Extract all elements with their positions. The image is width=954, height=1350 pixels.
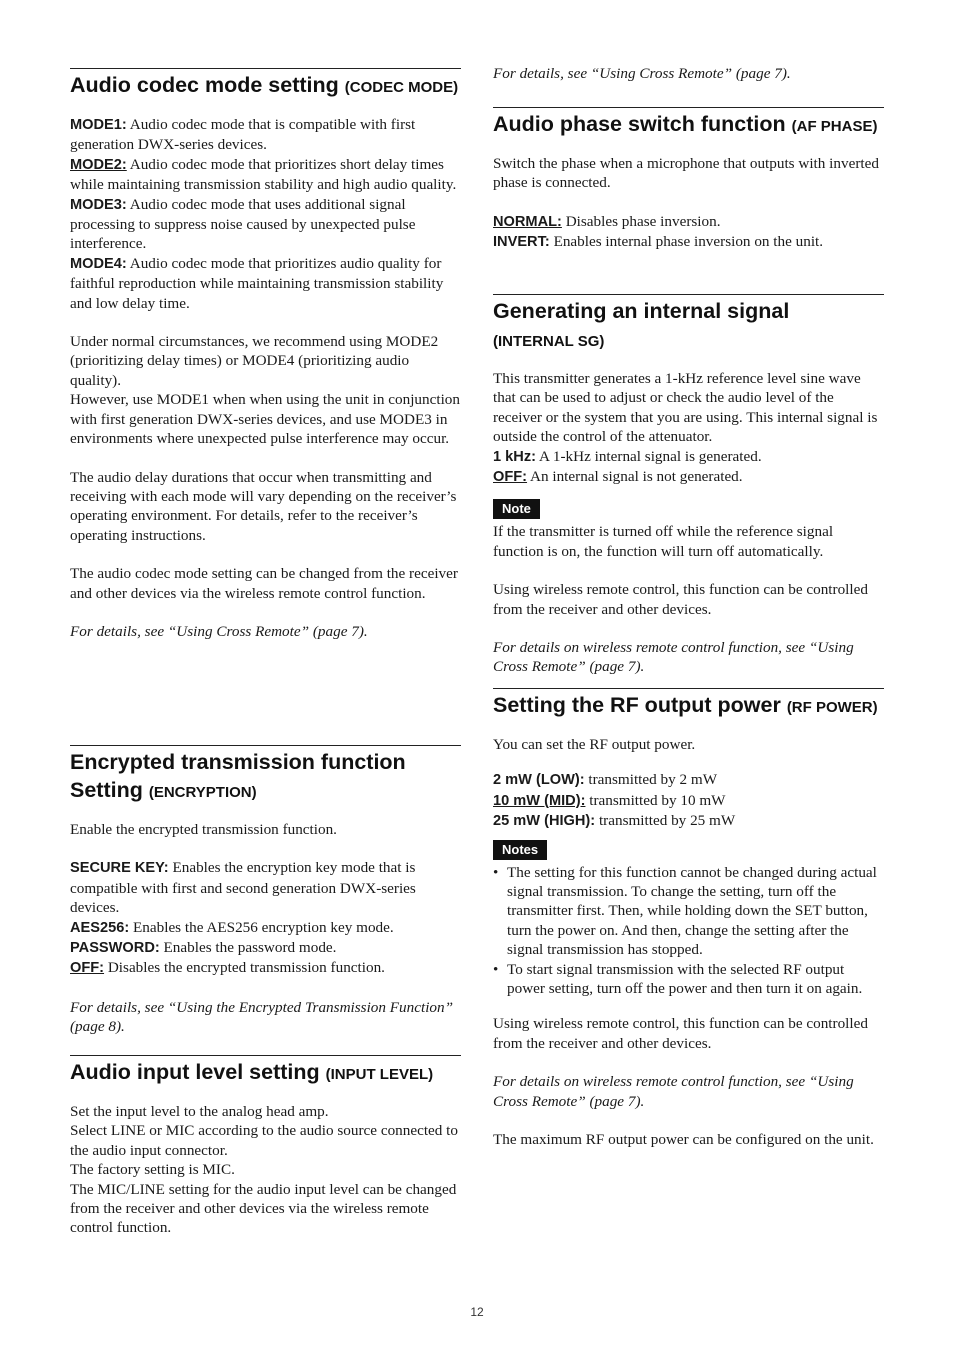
list-item: • The setting for this function cannot be changed during actual signal transmission. To change the setting, turn off the transmitter first. Then, while holding down the SET button, turn the power on. And then, change the setting after the signal transmission has stopped.	[493, 863, 884, 960]
note-badge: Note	[493, 499, 540, 519]
section-input-level	[70, 1055, 461, 1238]
paragraph: Switch the phase when a microphone that outputs with inverted phase is connected.	[493, 155, 879, 192]
section-encryption	[70, 745, 461, 1037]
section-heading: Audio phase switch function (AF PHASE)	[493, 112, 878, 136]
notes-list	[493, 863, 884, 999]
paragraph: Under normal circumstances, we recommend using MODE2 (prioritizing delay times) or MODE4 (prioritizing audio quality).	[70, 333, 439, 389]
option-normal: NORMAL: Disables phase inversion.	[493, 212, 721, 230]
section-heading: Audio codec mode setting (CODEC MODE)	[70, 73, 459, 97]
paragraph: The factory setting is MIC.	[70, 1161, 235, 1179]
section-heading: Generating an internal signal (INTERNAL SG)	[493, 299, 790, 350]
option-off: OFF: Disables the encrypted transmission function.	[70, 959, 385, 977]
option-mode3: MODE3: Audio codec mode that uses additional signal processing to suppress noise caused by unexpected pulse interference.	[70, 195, 416, 253]
paragraph: Select LINE or MIC according to the audio source connected to the audio input connector.	[70, 1122, 458, 1159]
option-secure-key: SECURE KEY: Enables the encryption key mode that is compatible with first and second generation DWX-series devices.	[70, 859, 416, 917]
notes-badge: Notes	[493, 840, 547, 860]
paragraph: The maximum RF output power can be configured on the unit.	[493, 1131, 874, 1149]
paragraph: Using wireless remote control, this function can be controlled from the receiver and other devices.	[493, 1015, 868, 1052]
paragraph: The MIC/LINE setting for the audio input level can be changed from the receiver and other devices via the wireless remote control function.	[70, 1180, 457, 1237]
list-item: • To start signal transmission with the selected RF output power setting, turn off the power and then turn it on again.	[493, 960, 884, 999]
paragraph: This transmitter generates a 1-kHz reference level sine wave that can be used to adjust or check the audio level of the receiver or the system that you are using. This internal signal is outside the control of the attenuator.	[493, 370, 878, 446]
option-10mw: 10 mW (MID): transmitted by 10 mW	[493, 791, 726, 809]
option-2mw: 2 mW (LOW): transmitted by 2 mW	[493, 771, 718, 789]
option-invert: INVERT: Enables internal phase inversion on the unit.	[493, 233, 824, 251]
cross-reference: For details, see “Using Cross Remote” (page 7).	[493, 65, 791, 82]
section-codec-mode	[70, 68, 461, 641]
continued-reference	[493, 64, 884, 83]
option-aes256: AES256: Enables the AES256 encryption key mode.	[70, 918, 394, 936]
paragraph: Enable the encrypted transmission function.	[70, 821, 337, 838]
cross-reference: For details, see “Using the Encrypted Transmission Function” (page 8).	[70, 998, 454, 1036]
section-heading: Setting the RF output power (RF POWER)	[493, 693, 878, 717]
option-25mw: 25 mW (HIGH): transmitted by 25 mW	[493, 812, 736, 830]
option-off: OFF: An internal signal is not generated.	[493, 468, 743, 486]
paragraph: The audio delay durations that occur when transmitting and receiving with each mode will vary depending on the receiver’s operating environment. For details, refer to the receiver’s operating instructions.	[70, 468, 457, 544]
note-text: If the transmitter is turned off while the reference signal function is on, the function will turn off automatically.	[493, 523, 834, 560]
paragraph: However, use MODE1 when when using the unit in conjunction with first generation DWX-series devices, and use MODE3 in environments where unexpected pulse interference may occur.	[70, 391, 460, 448]
cross-reference: For details on wireless remote control function, see “Using Cross Remote” (page 7).	[493, 639, 854, 676]
section-internal-sg	[493, 294, 884, 677]
option-mode2: MODE2: Audio codec mode that prioritizes short delay times while maintaining transmission stability and high audio quality.	[70, 155, 457, 194]
option-1khz: 1 kHz: A 1-kHz internal signal is generated.	[493, 447, 762, 465]
option-password: PASSWORD: Enables the password mode.	[70, 939, 337, 957]
paragraph: Using wireless remote control, this function can be controlled from the receiver and other devices.	[493, 581, 868, 618]
paragraph: Set the input level to the analog head amp.	[70, 1103, 329, 1120]
cross-reference: For details, see “Using Cross Remote” (page 7).	[70, 622, 368, 640]
paragraph: You can set the RF output power.	[493, 736, 696, 753]
paragraph: The audio codec mode setting can be changed from the receiver and other devices via the wireless remote control function.	[70, 565, 458, 602]
cross-reference: For details on wireless remote control function, see “Using Cross Remote” (page 7).	[493, 1073, 854, 1110]
section-heading: Encrypted transmission function Setting (ENCRYPTION)	[70, 750, 406, 802]
option-mode1: MODE1: Audio codec mode that is compatible with first generation DWX-series devices.	[70, 116, 416, 154]
option-mode4: MODE4: Audio codec mode that prioritizes audio quality for faithful reproduction while maintaining transmission stability and low delay time.	[70, 254, 444, 312]
page-number: 12	[470, 1305, 484, 1319]
section-heading: Audio input level setting (INPUT LEVEL)	[70, 1060, 434, 1084]
section-rf-power	[493, 688, 884, 1150]
section-af-phase	[493, 107, 884, 253]
